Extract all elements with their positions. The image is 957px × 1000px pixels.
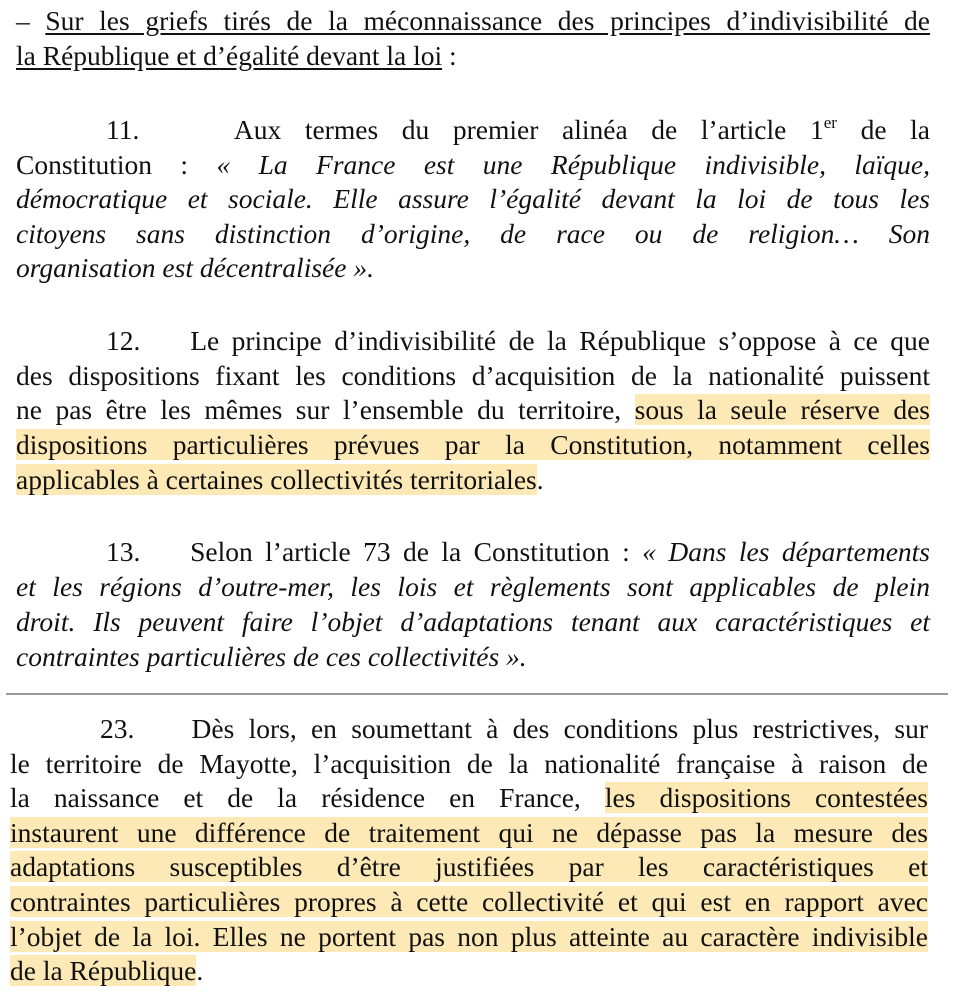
highlighted-text: dispositions particulières prévues par la Constitution, notamment celles <box>16 429 930 460</box>
paragraph-12-line-3: ne pas être les mêmes sur l’ensemble du territoire, sous la seule réserve des <box>16 394 930 425</box>
paragraph-12-line-2: des dispositions fixant les conditions d’acquisition de la nationalité puissent <box>16 360 930 391</box>
highlighted-text: instaurent une différence de traitement qui ne dépasse pas la mesure des <box>10 817 928 848</box>
paragraph-23-line-7 <box>10 920 928 955</box>
paragraph-number: 23. <box>100 713 135 744</box>
paragraph-13-line-4: contraintes particulières de ces collectivités ». <box>16 641 527 672</box>
section-heading: Sur les griefs tirés de la méconnaissance des principes d’indivisibilité de <box>45 5 930 36</box>
quotation: « Dans les départements <box>642 536 930 567</box>
highlighted-text: sous la seule réserve des <box>634 394 930 425</box>
paragraph-12-line-1: 12. Le principe d’indivisibilité de la République s’oppose à ce que <box>106 325 930 356</box>
separator-line <box>6 693 948 695</box>
paragraph-12-line-4 <box>16 428 930 463</box>
paragraph-11-line-2: Constitution : « La France est une République indivisible, laïque, <box>16 149 930 180</box>
paragraph-number: 11. <box>106 114 140 145</box>
paragraph-13-line-1: 13. Selon l’article 73 de la Constitution : « Dans les départements <box>106 536 930 567</box>
paragraph-number: 13. <box>106 536 141 567</box>
highlighted-text: applicables à certaines collectivités territoriales <box>16 464 537 495</box>
paragraph-11-line-1: 11. Aux termes du premier alinéa de l’article 1er de la <box>106 113 930 145</box>
highlighted-text: les dispositions contestées <box>604 782 928 813</box>
section-heading-line-2: la République et d’égalité devant la loi : <box>16 40 457 71</box>
paragraph-11-line-5: organisation est décentralisée ». <box>16 252 374 283</box>
paragraph-13-line-3: droit. Ils peuvent faire l’objet d’adaptations tenant aux caractéristiques et <box>16 606 930 637</box>
paragraph-11-line-3: démocratique et sociale. Elle assure l’égalité devant la loi de tous les <box>16 183 930 214</box>
paragraph-23-line-5 <box>10 850 928 885</box>
highlighted-text: l’objet de la loi. Elles ne portent pas non plus atteinte au caractère indivisible <box>10 921 928 952</box>
highlighted-text: de la République <box>10 955 197 986</box>
quotation: « La France est une République indivisible, laïque, <box>216 149 930 180</box>
highlighted-text: contraintes particulières propres à cette collectivité et qui est en rapport avec <box>10 886 928 917</box>
highlighted-text: adaptations susceptibles d’être justifiées par les caractéristiques et <box>10 851 928 882</box>
paragraph-12-line-5: applicables à certaines collectivités territoriales. <box>16 464 544 495</box>
paragraph-23-line-2: le territoire de Mayotte, l’acquisition de la nationalité française à raison de <box>10 748 928 779</box>
paragraph-23-line-1: 23. Dès lors, en soumettant à des conditions plus restrictives, sur <box>100 713 928 744</box>
section-heading-line-1: – Sur les griefs tirés de la méconnaissance des principes d’indivisibilité de <box>16 5 930 36</box>
paragraph-number: 12. <box>106 325 141 356</box>
paragraph-23-line-4 <box>10 816 928 851</box>
paragraph-23-line-3: la naissance et de la résidence en France, les dispositions contestées <box>10 782 928 813</box>
paragraph-23-line-8: de la République. <box>10 955 204 986</box>
paragraph-13-line-2: et les régions d’outre-mer, les lois et règlements sont applicables de plein <box>16 571 930 602</box>
paragraph-11-line-4: citoyens sans distinction d’origine, de race ou de religion… Son <box>16 218 930 249</box>
paragraph-23-line-6 <box>10 885 928 920</box>
